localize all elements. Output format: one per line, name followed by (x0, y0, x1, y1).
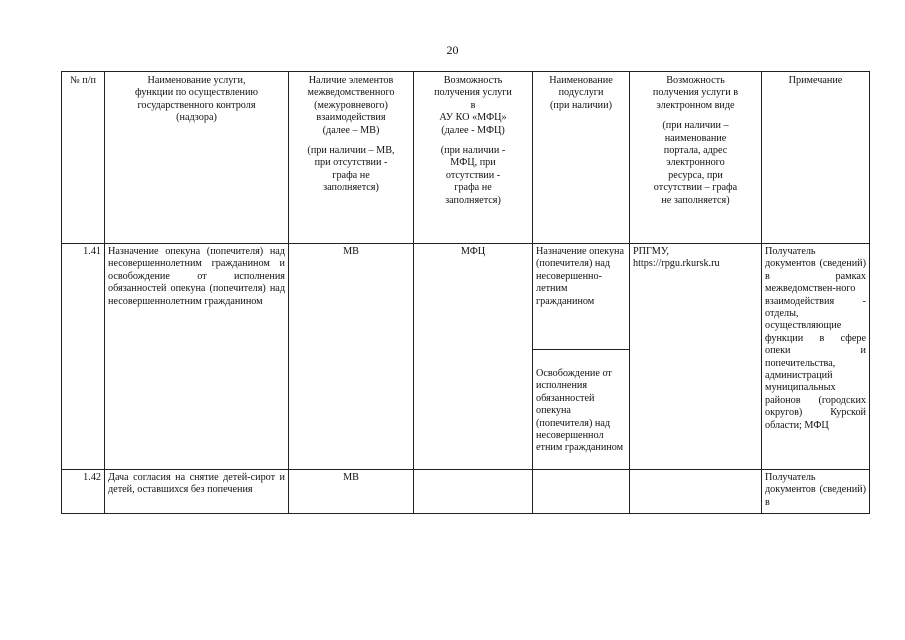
note-value: Получатель документов (сведений) в (762, 470, 870, 514)
table-row (62, 244, 870, 350)
col-header-mfc: Возможность получения услуги в АУ КО «МФЦ» (далее - МФЦ) (при наличии - МФЦ, при отсутствии - графа не заполняется) (414, 72, 533, 244)
col-header-name: Наименование услуги, функции по осуществлению государственного контроля (надзора) (105, 72, 289, 244)
interagency-value: МВ (289, 470, 414, 514)
page-number: 20 (446, 43, 459, 57)
col-header-interagency: Наличие элементов межведомственного (межуровневого) взаимодействия (далее – МВ) (при наличии – МВ, при отсутствии - графа не заполняется) (289, 72, 414, 244)
col-header-subservice: Наименование подуслуги (при наличии) (533, 72, 630, 244)
subservice-name: Освобождение от исполнения обязанностей опекуна (попечителя) над несовершеннол етним гражданином (533, 350, 630, 470)
service-name: Назначение опекуна (попечителя) над несовершеннолетним гражданином и освобождение от исполнения обязанностей опекуна (попечителя) над несовершеннолетним гражданином (105, 244, 289, 470)
row-number: 1.41 (62, 244, 105, 470)
mfc-value: МФЦ (414, 244, 533, 470)
row-number: 1.42 (62, 470, 105, 514)
services-table (61, 71, 870, 514)
interagency-value: МВ (289, 244, 414, 470)
col-header-note: Примечание (762, 72, 870, 244)
note-value: Получатель документов (сведений) в рамках межведомствен-ного взаимодействия - отделы, осуществляющие функции в сфере опеки и попечительства, администраций муниципальных районов (городских округов) Курской области; МФЦ (762, 244, 870, 470)
subservice-name: Назначение опекуна (попечителя) над несовершенно-летним гражданином (533, 244, 630, 350)
table-row (62, 470, 870, 514)
electronic-value: РПГМУ, https://rpgu.rkursk.ru (630, 244, 762, 470)
subservice-name (533, 470, 630, 514)
mfc-value (414, 470, 533, 514)
col-header-electronic: Возможность получения услуги в электронном виде (при наличии – наименование портала, адрес электронного ресурса, при отсутствии – графа не заполняется) (630, 72, 762, 244)
col-header-num: № п/п (62, 72, 105, 244)
service-name: Дача согласия на снятие детей-сирот и детей, оставшихся без попечения (105, 470, 289, 514)
electronic-value (630, 470, 762, 514)
header-row (62, 72, 870, 244)
